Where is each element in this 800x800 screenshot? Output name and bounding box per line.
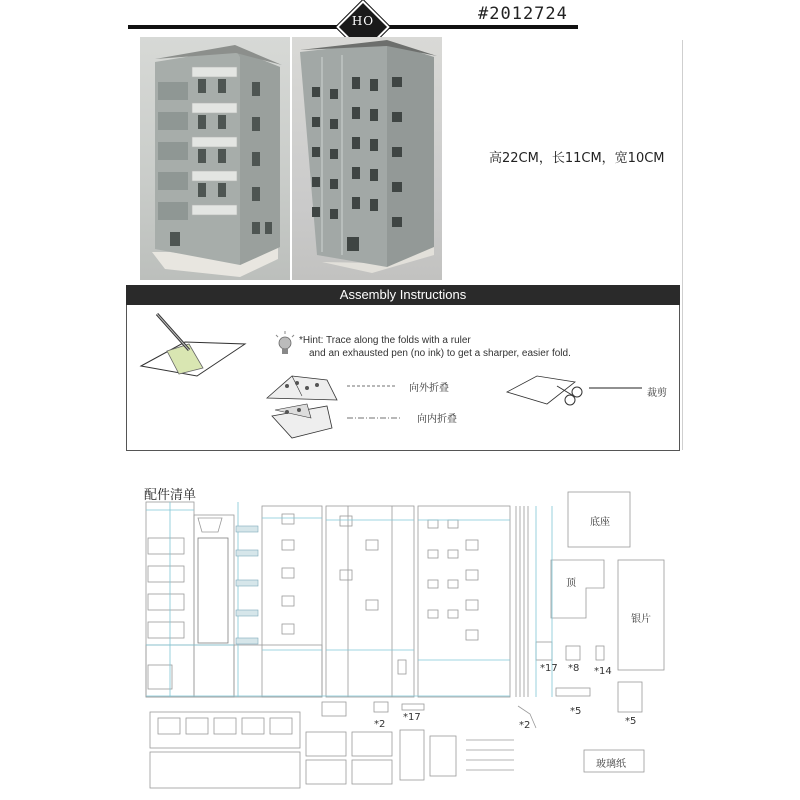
fold-out-diagram xyxy=(267,376,337,400)
hint-line-2: and an exhausted pen (no ink) to get a sharper, easier fold. xyxy=(309,348,571,359)
part-qty-17b: *17 xyxy=(403,712,421,723)
fold-in-label: 向内折叠 xyxy=(417,414,457,425)
building-photo-back xyxy=(292,37,442,280)
scissors-diagram xyxy=(507,376,582,405)
part-qty-5a: *5 xyxy=(570,706,582,717)
part-label-silver: 银片 xyxy=(631,614,651,625)
part-qty-17a: *17 xyxy=(540,663,558,674)
assembly-instructions-box xyxy=(126,287,680,451)
dimensions-text: 高22CM，长11CM，宽10CM xyxy=(489,151,665,166)
parts-list-title: 配件清单 xyxy=(144,488,197,503)
part-label-glass: 玻璃纸 xyxy=(596,759,626,770)
header-bar-right xyxy=(378,25,578,29)
part-qty-2a: *2 xyxy=(374,719,386,730)
part-qty-14: *14 xyxy=(594,666,612,677)
lightbulb-icon xyxy=(276,331,294,354)
header-bar-left xyxy=(128,25,343,29)
assembly-illustrations xyxy=(127,288,681,452)
part-label-roof: 顶 xyxy=(566,578,576,589)
hint-line-1: *Hint: Trace along the folds with a ruler xyxy=(299,335,471,346)
part-label-base: 底座 xyxy=(590,517,610,528)
fold-in-diagram xyxy=(272,404,332,438)
part-qty-5b: *5 xyxy=(625,716,637,727)
part-qty-2b: *2 xyxy=(519,720,531,731)
fold-out-label: 向外折叠 xyxy=(409,383,449,394)
building-photo-front xyxy=(140,37,290,280)
building-back-illustration xyxy=(292,37,442,280)
ho-badge-label: HO xyxy=(351,14,375,28)
right-rule xyxy=(682,40,683,450)
part-qty-8: *8 xyxy=(568,663,580,674)
assembly-title: Assembly Instructions xyxy=(339,287,467,302)
product-code: #2012724 xyxy=(478,4,568,24)
building-front-illustration xyxy=(140,37,290,280)
cut-label: 裁剪 xyxy=(647,388,667,399)
